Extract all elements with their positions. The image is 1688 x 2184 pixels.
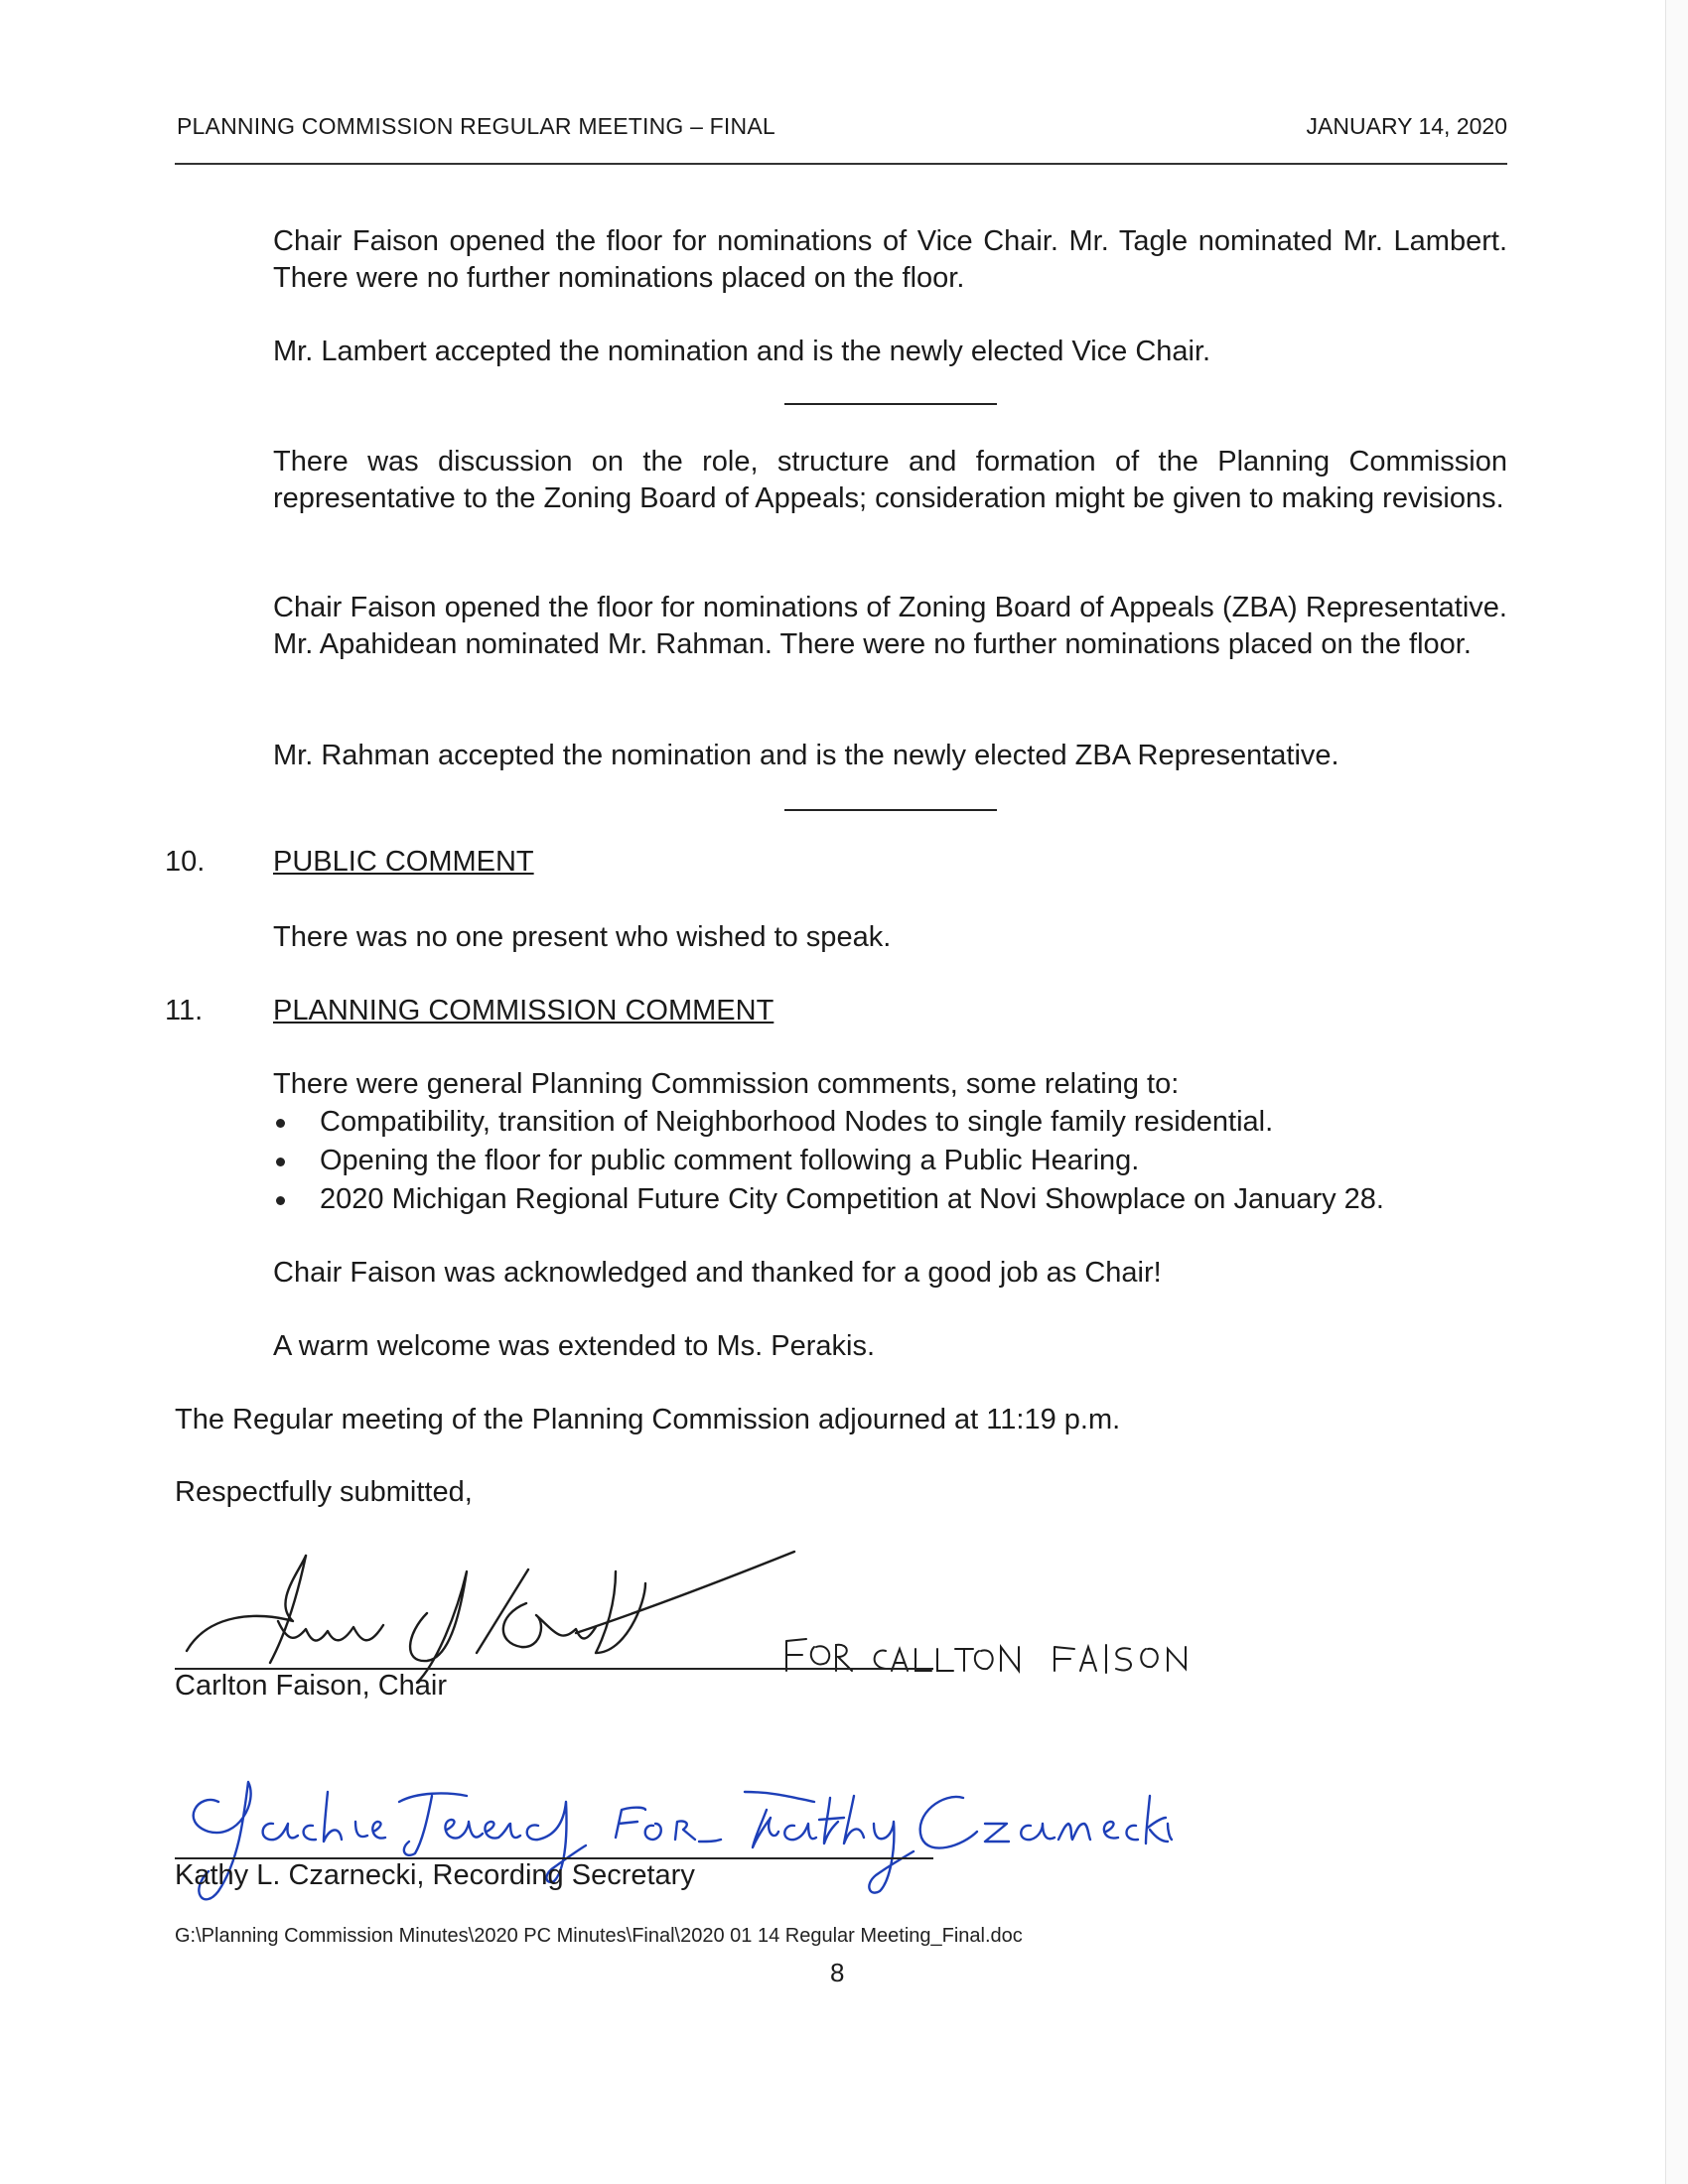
bullet-icon [276,1158,285,1166]
section-divider [784,403,997,405]
page-number: 8 [830,1958,845,1987]
secretary-name: Kathy L. Czarnecki, Recording Secretary [175,1859,695,1891]
page-header [175,113,1507,165]
bullet-icon [276,1119,285,1128]
bullet-icon [276,1196,285,1205]
vice-chair-elected-paragraph: Mr. Lambert accepted the nomination and is the newly elected Vice Chair. [273,336,1211,367]
zba-nominations-paragraph: Chair Faison opened the floor for nominations of Zoning Board of Appeals (ZBA) Representative. Mr. Apahidean nominated Mr. Rahman. There were no further nominations placed on the floor. [273,592,1507,660]
public-comment-text: There was no one present who wished to speak. [273,921,892,953]
chair-name: Carlton Faison, Chair [175,1670,447,1702]
thanks-paragraph: Chair Faison was acknowledged and thanked for a good job as Chair! [273,1257,1162,1289]
zba-elected-paragraph: Mr. Rahman accepted the nomination and is the newly elected ZBA Representative. [273,740,1339,771]
section-number: 10. [165,846,206,878]
header-title: PLANNING COMMISSION REGULAR MEETING – FINAL [177,113,775,139]
list-item: 2020 Michigan Regional Future City Competition at Novi Showplace on January 28. [268,1180,1384,1219]
respectfully-submitted: Respectfully submitted, [175,1476,473,1508]
list-item: Opening the floor for public comment following a Public Hearing. [268,1142,1384,1180]
comments-bullet-list [268,1103,1384,1219]
section-number: 11. [165,995,204,1026]
section-divider [784,809,997,811]
welcome-paragraph: A warm welcome was extended to Ms. Perakis. [273,1330,876,1362]
vice-chair-nominations-paragraph: Chair Faison opened the floor for nominations of Vice Chair. Mr. Tagle nominated Mr. Lambert. There were no further nominations placed on the floor. [273,225,1507,294]
section-title-public-comment: PUBLIC COMMENT [273,846,534,878]
list-item: Compatibility, transition of Neighborhood Nodes to single family residential. [268,1103,1384,1142]
page-edge [1665,0,1688,2184]
zba-discussion-paragraph: There was discussion on the role, structure and formation of the Planning Commission representative to the Zoning Board of Appeals; consideration might be given to making revisions. [273,446,1507,514]
file-path: G:\Planning Commission Minutes\2020 PC Minutes\Final\2020 01 14 Regular Meeting_Final.doc [175,1925,1023,1947]
header-date: JANUARY 14, 2020 [1306,113,1507,139]
adjournment-paragraph: The Regular meeting of the Planning Commission adjourned at 11:19 p.m. [175,1404,1121,1435]
comments-intro: There were general Planning Commission comments, some relating to: [273,1068,1180,1100]
section-title-planning-commission-comment: PLANNING COMMISSION COMMENT [273,995,774,1026]
